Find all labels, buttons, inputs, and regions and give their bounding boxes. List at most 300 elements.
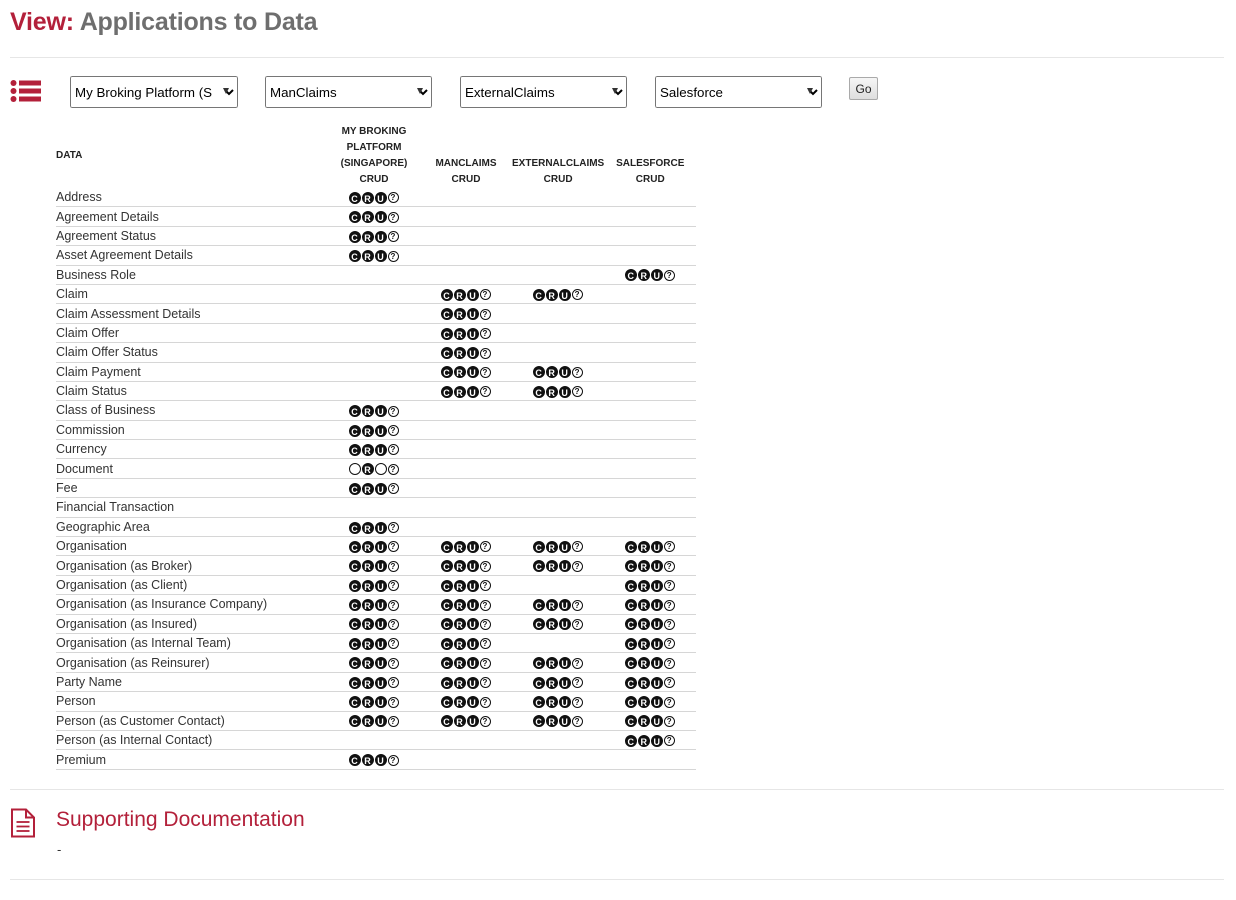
crud-cell: [512, 556, 604, 575]
crud-c-icon: C: [441, 541, 453, 553]
crud-cell: [328, 614, 420, 633]
document-icon: [10, 808, 36, 838]
crud-c-icon: C: [441, 657, 453, 669]
crud-c-icon: C: [441, 677, 453, 689]
app-name: MY BROKING PLATFORM (SINGAPORE): [340, 126, 408, 169]
data-entity-name: Organisation (as Broker): [56, 556, 328, 575]
crud-cell: [604, 420, 696, 439]
crud-d-unknown-icon: ?: [664, 735, 675, 746]
crud-badges: [625, 657, 676, 669]
crud-d-unknown-icon: ?: [664, 716, 675, 727]
crud-cell: [328, 653, 420, 672]
crud-cell: [328, 556, 420, 575]
crud-d-unknown-icon: ?: [388, 755, 399, 766]
crud-r-icon: R: [546, 560, 558, 572]
crud-u-icon: U: [467, 328, 479, 340]
crud-r-icon: R: [362, 483, 374, 495]
table-row: [56, 188, 696, 207]
crud-cell: [512, 537, 604, 556]
view-name: Applications to Data: [79, 8, 318, 36]
crud-badges: [349, 580, 400, 592]
crud-d-unknown-icon: ?: [388, 561, 399, 572]
crud-badges: [349, 425, 400, 437]
crud-c-icon: C: [625, 618, 637, 630]
crud-badges: [349, 405, 400, 417]
crud-u-icon: U: [467, 366, 479, 378]
crud-d-unknown-icon: ?: [572, 386, 583, 397]
crud-cell: [420, 304, 512, 323]
crud-u-icon: U: [467, 715, 479, 727]
crud-r-icon: R: [454, 618, 466, 630]
table-row: [56, 284, 696, 303]
divider: [10, 57, 1224, 58]
crud-cell: [328, 420, 420, 439]
crud-cell: [328, 692, 420, 711]
crud-cell: [420, 537, 512, 556]
table-row: [56, 343, 696, 362]
select-application-2[interactable]: [265, 76, 432, 108]
crud-label: CRUD: [451, 174, 481, 185]
crud-c-icon: C: [625, 657, 637, 669]
crud-cell: [328, 575, 420, 594]
crud-cell: [604, 672, 696, 691]
crud-c-icon: C: [349, 522, 361, 534]
data-entity-name: Person: [56, 692, 328, 711]
crud-u-icon: U: [651, 580, 663, 592]
crud-cell: [420, 265, 512, 284]
table-row: [56, 440, 696, 459]
crud-cell: [604, 226, 696, 245]
crud-cell: [420, 595, 512, 614]
data-entity-name: Financial Transaction: [56, 498, 328, 517]
table-row: [56, 633, 696, 652]
data-entity-name: Claim Status: [56, 381, 328, 400]
crud-badges: [625, 618, 676, 630]
crud-badges: [533, 657, 584, 669]
crud-u-icon: U: [651, 541, 663, 553]
crud-c-icon: C: [533, 618, 545, 630]
table-row: [56, 207, 696, 226]
table-row: [56, 575, 696, 594]
crud-badges: [533, 599, 584, 611]
table-row: [56, 692, 696, 711]
crud-u-icon: U: [467, 618, 479, 630]
crud-cell: [604, 556, 696, 575]
crud-badges: [625, 541, 676, 553]
crud-r-icon: R: [638, 657, 650, 669]
crud-d-unknown-icon: ?: [480, 619, 491, 630]
crud-d-unknown-icon: ?: [480, 638, 491, 649]
crud-r-icon: R: [362, 541, 374, 553]
select-application-4[interactable]: [655, 76, 822, 108]
crud-badges: [349, 677, 400, 689]
crud-badges: [625, 696, 676, 708]
crud-u-icon: U: [467, 386, 479, 398]
crud-cell: [512, 575, 604, 594]
crud-d-unknown-icon: ?: [388, 464, 399, 475]
crud-d-unknown-icon: ?: [572, 716, 583, 727]
select-application-3[interactable]: [460, 76, 627, 108]
crud-cell: [328, 633, 420, 652]
crud-r-icon: R: [454, 638, 466, 650]
crud-c-icon: C: [625, 715, 637, 727]
crud-u-icon: U: [559, 289, 571, 301]
crud-c-icon: C: [441, 328, 453, 340]
crud-badges: [441, 328, 492, 340]
crud-u-icon: U: [651, 560, 663, 572]
data-entity-name: Claim: [56, 284, 328, 303]
crud-cell: [512, 459, 604, 478]
data-entity-name: Currency: [56, 440, 328, 459]
crud-u-icon: U: [375, 580, 387, 592]
crud-c-icon: C: [349, 618, 361, 630]
crud-cell: [604, 284, 696, 303]
crud-label: CRUD: [635, 174, 665, 185]
crud-cell: [604, 730, 696, 749]
crud-cell: [604, 323, 696, 342]
crud-r-icon: R: [454, 599, 466, 611]
crud-r-icon: R: [454, 560, 466, 572]
crud-c-icon: C: [349, 677, 361, 689]
crud-d-unknown-icon: ?: [664, 638, 675, 649]
crud-badges: [349, 192, 400, 204]
crud-cell: [420, 362, 512, 381]
crud-cell: [604, 653, 696, 672]
crud-d-unknown-icon: ?: [480, 697, 491, 708]
crud-r-icon: R: [362, 599, 374, 611]
crud-r-icon: R: [454, 677, 466, 689]
crud-d-unknown-icon: ?: [388, 638, 399, 649]
app-name: MANCLAIMS: [435, 158, 497, 169]
crud-r-icon: R: [454, 386, 466, 398]
crud-c-icon: C: [441, 599, 453, 611]
crud-c-icon: C: [625, 638, 637, 650]
crud-badges: [349, 599, 400, 611]
crud-cell: [420, 730, 512, 749]
crud-d-unknown-icon: ?: [480, 386, 491, 397]
crud-c-icon: C: [441, 560, 453, 572]
crud-r-icon: R: [638, 677, 650, 689]
crud-u-icon: U: [651, 618, 663, 630]
crud-badges: [349, 444, 400, 456]
crud-d-unknown-icon: ?: [572, 289, 583, 300]
crud-cell: [604, 537, 696, 556]
table-row: [56, 362, 696, 381]
crud-c-icon: C: [349, 657, 361, 669]
crud-c-icon: C: [625, 560, 637, 572]
crud-u-icon: U: [375, 541, 387, 553]
crud-matrix: [56, 124, 696, 770]
crud-u-icon: U: [651, 735, 663, 747]
crud-cell: [420, 614, 512, 633]
crud-cell: [420, 226, 512, 245]
crud-cell: [512, 420, 604, 439]
crud-r-icon: R: [638, 599, 650, 611]
crud-r-icon: R: [362, 250, 374, 262]
crud-cell: [328, 730, 420, 749]
crud-cell: [328, 459, 420, 478]
app-column-header: [420, 124, 512, 188]
crud-cell: [604, 633, 696, 652]
crud-r-icon: R: [362, 696, 374, 708]
crud-u-icon: U: [467, 289, 479, 301]
crud-cell: [512, 595, 604, 614]
crud-r-icon: R: [454, 715, 466, 727]
select-application-1-wrap: [70, 76, 238, 108]
table-row: [56, 459, 696, 478]
crud-d-unknown-icon: ?: [388, 658, 399, 669]
data-entity-name: Agreement Status: [56, 226, 328, 245]
crud-u-icon: U: [375, 444, 387, 456]
crud-cell: [420, 188, 512, 207]
crud-d-unknown-icon: ?: [388, 677, 399, 688]
crud-cell: [512, 362, 604, 381]
crud-r-icon: R: [362, 657, 374, 669]
crud-r-icon: R: [454, 289, 466, 301]
crud-cell: [604, 459, 696, 478]
crud-c-icon: C: [625, 696, 637, 708]
crud-badges: [441, 677, 492, 689]
crud-cell: [328, 207, 420, 226]
supporting-documentation-title: Supporting Documentation: [56, 808, 305, 831]
table-row: [56, 246, 696, 265]
crud-badges: [441, 560, 492, 572]
crud-c-icon: C: [349, 754, 361, 766]
crud-u-icon: U: [375, 250, 387, 262]
crud-cell: [512, 323, 604, 342]
crud-u-icon: U: [467, 677, 479, 689]
crud-r-icon: R: [362, 522, 374, 534]
divider: [10, 879, 1224, 880]
crud-d-unknown-icon: ?: [388, 231, 399, 242]
crud-d-unknown-icon: ?: [480, 677, 491, 688]
crud-u-icon: U: [375, 211, 387, 223]
crud-badges: [441, 580, 492, 592]
crud-cell: [328, 537, 420, 556]
crud-cell: [512, 343, 604, 362]
crud-d-unknown-icon: ?: [572, 367, 583, 378]
data-entity-name: Organisation (as Client): [56, 575, 328, 594]
crud-d-unknown-icon: ?: [664, 561, 675, 572]
crud-u-icon: U: [651, 599, 663, 611]
crud-badges: [533, 386, 584, 398]
table-row: [56, 420, 696, 439]
crud-cell: [420, 711, 512, 730]
crud-u-icon: U: [375, 715, 387, 727]
crud-r-icon: R: [546, 657, 558, 669]
crud-u-icon: U: [375, 599, 387, 611]
data-entity-name: Party Name: [56, 672, 328, 691]
table-row: [56, 730, 696, 749]
crud-cell: [512, 614, 604, 633]
crud-d-unknown-icon: ?: [388, 697, 399, 708]
crud-cell: [420, 498, 512, 517]
crud-cell: [512, 672, 604, 691]
table-row: [56, 653, 696, 672]
crud-cell: [328, 517, 420, 536]
crud-cell: [512, 304, 604, 323]
page-title: [10, 8, 317, 37]
table-row: [56, 614, 696, 633]
app-name: EXTERNALCLAIMS: [512, 158, 605, 169]
crud-c-icon: C: [349, 483, 361, 495]
crud-cell: [604, 498, 696, 517]
select-application-1[interactable]: [70, 76, 238, 108]
crud-d-unknown-icon: ?: [480, 600, 491, 611]
crud-d-unknown-icon: ?: [572, 658, 583, 669]
go-button[interactable]: Go: [849, 77, 878, 100]
crud-c-icon: C: [441, 618, 453, 630]
crud-d-unknown-icon: ?: [480, 561, 491, 572]
crud-badges: [349, 250, 400, 262]
crud-d-unknown-icon: ?: [664, 677, 675, 688]
crud-r-icon: R: [638, 580, 650, 592]
crud-badges: [349, 541, 400, 553]
crud-c-icon: C: [625, 541, 637, 553]
crud-d-unknown-icon: ?: [388, 619, 399, 630]
table-row: [56, 517, 696, 536]
crud-r-icon: R: [362, 192, 374, 204]
crud-u-icon: U: [467, 560, 479, 572]
crud-u-icon: U: [375, 618, 387, 630]
crud-u-icon: U: [559, 599, 571, 611]
crud-u-icon: U: [559, 618, 571, 630]
crud-u-icon: U: [375, 192, 387, 204]
crud-cell: [420, 323, 512, 342]
crud-d-unknown-icon: ?: [480, 348, 491, 359]
crud-r-icon: R: [638, 735, 650, 747]
crud-r-icon: R: [362, 618, 374, 630]
crud-r-icon: R: [454, 366, 466, 378]
crud-u-icon: U: [467, 638, 479, 650]
crud-c-icon: C: [625, 599, 637, 611]
crud-c-icon: C: [349, 231, 361, 243]
crud-cell: [512, 284, 604, 303]
crud-c-icon: C: [625, 677, 637, 689]
crud-r-icon: R: [638, 696, 650, 708]
data-entity-name: Organisation (as Insurance Company): [56, 595, 328, 614]
list-icon[interactable]: [10, 80, 42, 102]
crud-c-icon: C: [349, 192, 361, 204]
crud-c-icon: C: [533, 289, 545, 301]
crud-label: CRUD: [359, 174, 389, 185]
crud-d-unknown-icon: ?: [388, 212, 399, 223]
crud-d-unknown-icon: ?: [388, 522, 399, 533]
crud-u-icon: U: [375, 754, 387, 766]
crud-d-unknown-icon: ?: [664, 541, 675, 552]
crud-r-icon: R: [362, 231, 374, 243]
crud-badges: [625, 580, 676, 592]
crud-cell: [328, 343, 420, 362]
crud-r-icon: R: [362, 463, 374, 475]
crud-r-icon: R: [362, 638, 374, 650]
crud-cell: [512, 633, 604, 652]
crud-c-icon: C: [349, 599, 361, 611]
crud-r-icon: R: [546, 715, 558, 727]
crud-cell: [604, 440, 696, 459]
crud-c-icon: C: [533, 560, 545, 572]
crud-d-unknown-icon: ?: [480, 289, 491, 300]
crud-badges: [349, 560, 400, 572]
crud-cell: [420, 401, 512, 420]
crud-r-icon: R: [546, 366, 558, 378]
table-row: [56, 750, 696, 769]
data-entity-name: Organisation (as Reinsurer): [56, 653, 328, 672]
data-entity-name: Organisation (as Insured): [56, 614, 328, 633]
crud-u-icon: U: [467, 696, 479, 708]
crud-badges: [625, 638, 676, 650]
crud-u-icon: U: [651, 657, 663, 669]
crud-cell: [604, 207, 696, 226]
crud-r-icon: R: [454, 308, 466, 320]
crud-c-icon: C: [441, 580, 453, 592]
crud-cell: [604, 401, 696, 420]
crud-cell: [328, 188, 420, 207]
crud-u-icon: U: [375, 638, 387, 650]
crud-d-unknown-icon: ?: [388, 580, 399, 591]
crud-u-icon: U: [375, 677, 387, 689]
crud-badges: [441, 696, 492, 708]
crud-d-unknown-icon: ?: [480, 716, 491, 727]
crud-u-icon: U: [651, 269, 663, 281]
crud-cell: [512, 711, 604, 730]
crud-badges: [533, 366, 584, 378]
crud-u-icon: U: [559, 657, 571, 669]
crud-r-icon: R: [546, 386, 558, 398]
crud-c-icon: C: [349, 405, 361, 417]
data-entity-name: Claim Assessment Details: [56, 304, 328, 323]
app-column-header: [512, 124, 604, 188]
crud-cell: [328, 595, 420, 614]
crud-d-unknown-icon: ?: [480, 658, 491, 669]
crud-badges: [349, 715, 400, 727]
crud-d-unknown-icon: ?: [480, 328, 491, 339]
select-application-2-wrap: [265, 76, 432, 108]
crud-cell: [604, 362, 696, 381]
crud-c-icon: C: [441, 386, 453, 398]
crud-c-icon: C: [441, 308, 453, 320]
crud-u-icon: U: [559, 560, 571, 572]
crud-d-unknown-icon: ?: [664, 270, 675, 281]
crud-cell: [604, 265, 696, 284]
crud-cell: [512, 478, 604, 497]
crud-cell: [328, 711, 420, 730]
table-row: [56, 556, 696, 575]
crud-cell: [604, 692, 696, 711]
crud-c-icon: C: [441, 696, 453, 708]
crud-r-icon: R: [546, 677, 558, 689]
crud-r-icon: R: [546, 541, 558, 553]
crud-r-icon: R: [362, 444, 374, 456]
crud-cell: [512, 188, 604, 207]
crud-badges: [441, 347, 492, 359]
crud-cell: [420, 440, 512, 459]
crud-cell: [420, 459, 512, 478]
crud-cell: [420, 381, 512, 400]
table-row: [56, 595, 696, 614]
table-row: [56, 478, 696, 497]
crud-u-icon: U: [375, 231, 387, 243]
crud-cell: [420, 556, 512, 575]
crud-d-unknown-icon: ?: [572, 697, 583, 708]
crud-cell: [420, 633, 512, 652]
crud-d-unknown-icon: ?: [480, 541, 491, 552]
table-row: [56, 381, 696, 400]
divider: [10, 789, 1224, 790]
crud-u-icon: U: [559, 696, 571, 708]
crud-cell: [420, 478, 512, 497]
crud-r-icon: R: [362, 425, 374, 437]
